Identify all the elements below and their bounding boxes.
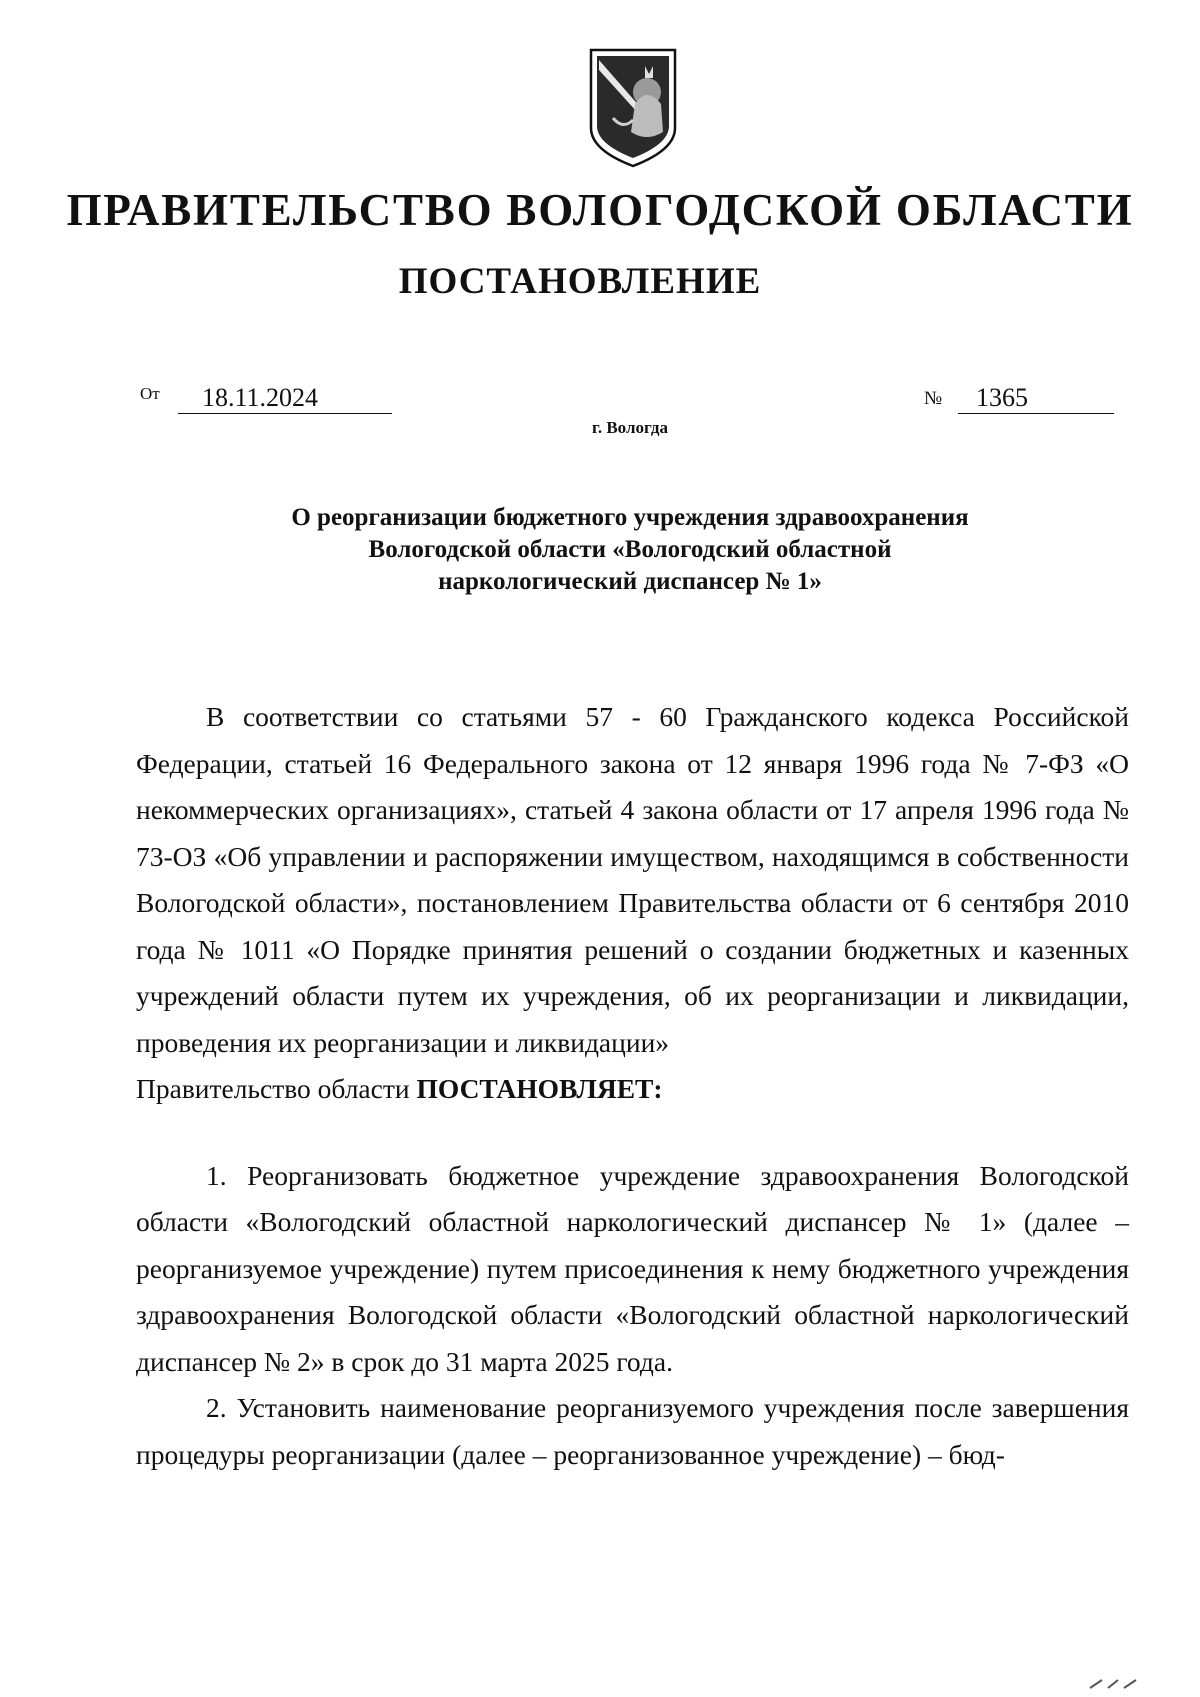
document-body [136,694,1129,1478]
resolves-line [136,1066,1129,1113]
subject-line: Вологодской области «Вологодский областной [368,536,892,563]
item-2-paragraph: 2. Установить наименование реорганизуемого учреждения после завершения процедуры реорганизации (далее – реорганизованное учреждение) – бюд- [136,1392,1129,1470]
document-number: 1365 [958,383,1114,414]
document-type-title: ПОСТАНОВЛЕНИЕ [398,261,762,302]
scan-corner-mark [1088,1678,1168,1690]
resolves-prefix: Правительство области [136,1073,417,1104]
item-1-paragraph: 1. Реорганизовать бюджетное учреждение здравоохранения Вологодской области «Вологодский областной наркологический диспансер № 1» (далее – реорганизуемое учреждение) путем присоединения к нему бюджетного учреждения здравоохранения Вологодской области «Вологодский областной наркологический диспансер № 2» в срок до 31 марта 2025 года. [136,1159,1129,1377]
subject-line: О реорганизации бюджетного учреждения здравоохранения [291,504,969,531]
document-subject [130,502,1130,598]
paragraph-gap [136,1113,1129,1153]
government-title: ПРАВИТЕЛЬСТВО ВОЛОГОДСКОЙ ОБЛАСТИ [66,185,1134,235]
document-date: 18.11.2024 [178,383,392,414]
number-prefix: № [924,388,943,409]
coat-of-arms-icon [583,46,683,170]
resolves-word: ПОСТАНОВЛЯЕТ: [416,1073,663,1104]
date-prefix: От [140,384,160,403]
subject-line: наркологический диспансер № 1» [438,568,822,595]
preamble-paragraph: В соответствии со статьями 57 - 60 Гражданского кодекса Российской Федерации, статьей 16 Федерального закона от 12 января 1996 года № 7-ФЗ «О некоммерческих организациях», статьей 4 закона области от 17 апреля 1996 года № 73-ОЗ «Об управлении и распоряжении имуществом, находящимся в собственности Вологодской области», постановлением Правительства области от 6 сентября 2010 года № 1011 «О Порядке принятия решений о создании бюджетных и казенных учреждений области путем их учреждения, об их реорганизации и ликвидации, проведения их реорганизации и ликвидации» [136,701,1129,1058]
city-label: г. Вологда [592,418,668,437]
